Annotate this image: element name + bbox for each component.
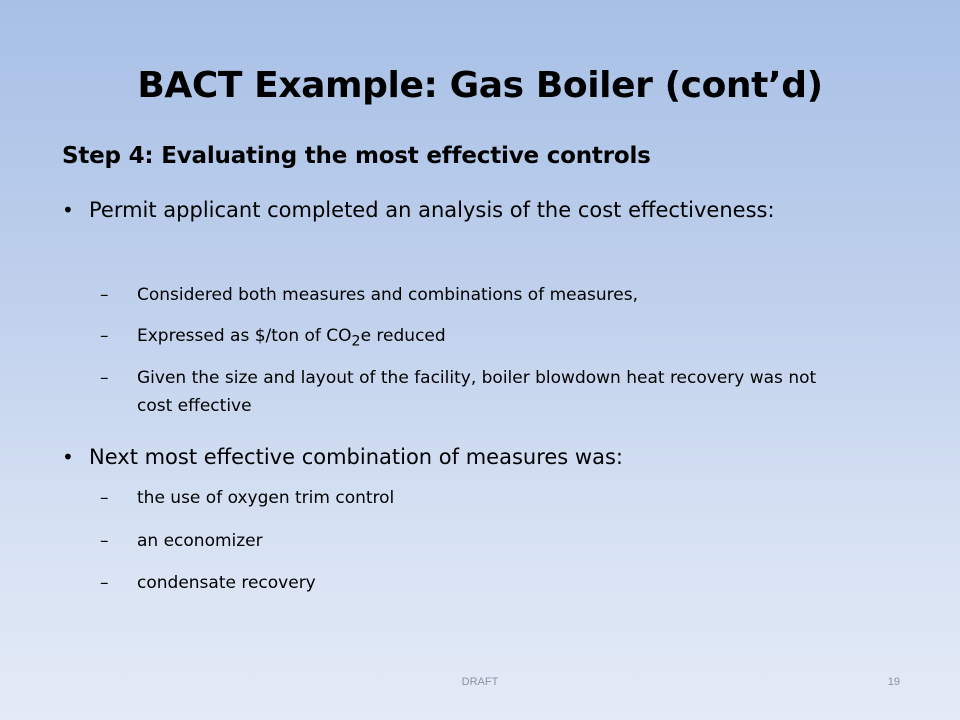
dash-marker: – [100, 531, 109, 551]
bullet-marker: • [62, 445, 74, 469]
sub-bullet-item [100, 322, 860, 355]
bullet-item [62, 194, 822, 227]
sub-bullet-text-after: e reduced [360, 326, 446, 346]
sub-bullet-text: condensate recovery [137, 573, 316, 593]
bullet-item [62, 441, 822, 474]
sub-bullet-text-before: Expressed as $/ton of CO [137, 326, 352, 346]
bullet-text: Next most effective combination of measures was: [89, 445, 623, 469]
slide-title: BACT Example: Gas Boiler (cont’d) [137, 65, 823, 106]
subscript: 2 [351, 333, 361, 350]
sub-bullet-text [137, 322, 860, 355]
sub-bullet-item [100, 527, 860, 555]
dash-marker: – [100, 368, 109, 388]
dash-marker: – [100, 573, 109, 593]
sub-bullet-text: Given the size and layout of the facility, boiler blowdown heat recovery was not cost effective [137, 368, 817, 416]
dash-marker: – [100, 488, 109, 508]
footer-draft-label: DRAFT [461, 676, 499, 688]
sub-bullet-text: an economizer [137, 531, 263, 551]
step-heading: Step 4: Evaluating the most effective controls [62, 143, 651, 169]
sub-bullet-item [100, 364, 860, 420]
sub-bullet-text: Considered both measures and combinations of measures, [137, 285, 639, 305]
sub-bullet-item [100, 569, 860, 597]
page-number: 19 [887, 676, 900, 688]
bullet-marker: • [62, 198, 74, 222]
sub-bullet-text: the use of oxygen trim control [137, 488, 395, 508]
sub-bullet-item [100, 281, 860, 309]
bullet-text: Permit applicant completed an analysis of the cost effectiveness: [89, 198, 775, 222]
dash-marker: – [100, 285, 109, 305]
dash-marker: – [100, 326, 109, 346]
sub-bullet-item [100, 484, 860, 512]
